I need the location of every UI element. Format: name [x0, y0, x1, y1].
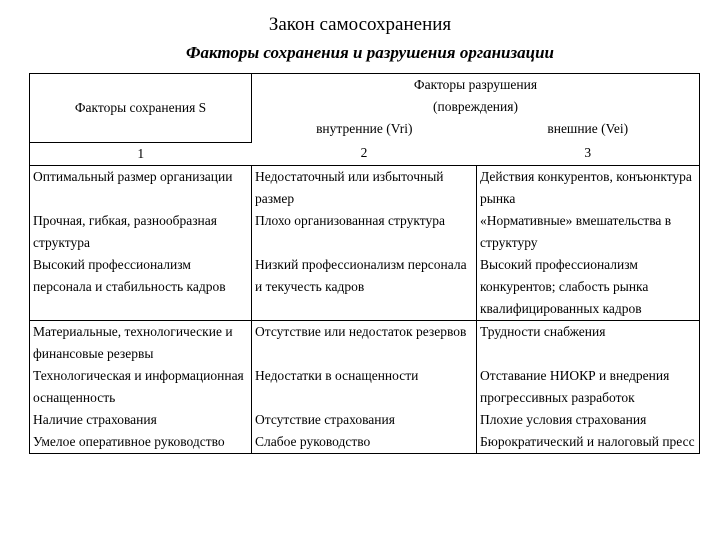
table-row: [30, 210, 700, 254]
internal-factor-cell: Слабое руководство: [252, 431, 477, 454]
header-destroy-line2: (повреждения): [433, 99, 518, 114]
header-row: [30, 74, 700, 119]
header-external: внешние (Vei): [477, 118, 700, 142]
internal-factor-cell: Недостаточный или избыточный размер: [252, 165, 477, 210]
page-title: Закон самосохранения: [268, 14, 452, 35]
header-save-factors: Факторы сохранения S: [30, 74, 252, 143]
external-factor-cell: Высокий профессионализм конкурентов; слабость рынка квалифицированных кадров: [477, 254, 700, 321]
table-row: [30, 254, 700, 321]
save-factor-cell: Оптимальный размер организации: [30, 165, 252, 210]
column-number: 3: [477, 142, 700, 165]
header-internal: внутренние (Vri): [316, 121, 413, 136]
save-factor-cell: Высокий профессионализм персонала и стабильность кадров: [30, 254, 252, 321]
save-factor-cell: Наличие страхования: [30, 409, 252, 431]
table-row: [30, 165, 700, 210]
header-destroy-factors: [252, 74, 700, 119]
header-destroy-line1: Факторы разрушения: [413, 77, 538, 92]
internal-factor-cell: Плохо организованная структура: [252, 210, 477, 254]
save-factor-cell: Прочная, гибкая, разнообразная структура: [30, 210, 252, 254]
table-row: [30, 431, 700, 454]
external-factor-cell: «Нормативные» вмешательства в структуру: [477, 210, 700, 254]
external-factor-cell: Действия конкурентов, конъюнктура рынка: [477, 165, 700, 210]
internal-factor-cell: Отсутствие или недостаток резервов: [252, 320, 477, 365]
table-row: [30, 365, 700, 409]
internal-factor-cell: Недостатки в оснащенности: [252, 365, 477, 409]
table-row: [30, 409, 700, 431]
external-factor-cell: Трудности снабжения: [477, 320, 700, 365]
internal-factor-cell: Низкий профессионализм персонала и текучесть кадров: [252, 254, 477, 321]
internal-factor-cell: Отсутствие страхования: [252, 409, 477, 431]
save-factor-cell: Материальные, технологические и финансовые резервы: [30, 320, 252, 365]
column-number: 2: [252, 142, 477, 165]
table-row: [30, 320, 700, 365]
page-subtitle: Факторы сохранения и разрушения организации: [186, 43, 554, 62]
external-factor-cell: Отставание НИОКР и внедрения прогрессивных разработок: [477, 365, 700, 409]
save-factor-cell: Умелое оперативное руководство: [30, 431, 252, 454]
external-factor-cell: Плохие условия страхования: [477, 409, 700, 431]
save-factor-cell: Технологическая и информационная оснащенность: [30, 365, 252, 409]
factors-table: [29, 73, 700, 454]
column-number-row: [30, 142, 700, 165]
column-number: 1: [30, 142, 252, 165]
external-factor-cell: Бюрократический и налоговый пресс: [477, 431, 700, 454]
